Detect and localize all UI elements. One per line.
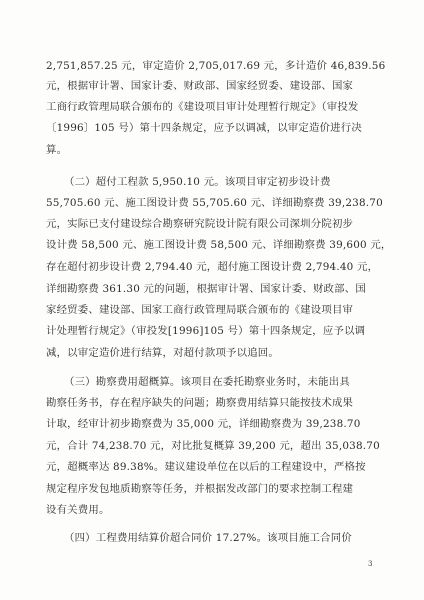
text-line: 存在超付初步设计费 2,794.40 元，超付施工图设计费 2,794.40 元，	[46, 261, 379, 273]
text-line: 55,705.60 元、施工图设计费 55,705.60 元、详细勘察费 39,238.70	[46, 197, 383, 209]
page-number: 3	[368, 560, 373, 568]
text-line: 元，根据审计署、国家计委、财政部、国家经贸委、建设部、国家	[46, 80, 354, 92]
text-line: 规定程序发包地质勘察等任务，并根据发改部门的要求控制工程建	[46, 483, 354, 495]
text-line: 计处理暂行规定》（审投发[1996]105 号）第十四条规定，应予以调	[46, 325, 366, 337]
text-line: 〔1996〕105 号）第十四条规定，应予以调减，以审定造价进行决	[46, 122, 362, 134]
text-line: 家经贸委、建设部、国家工商行政管理局联合颁布的《建设项目审	[46, 304, 354, 316]
text-line: （四）工程费用结算价超合同价 17.27%。该项目施工合同价	[64, 532, 352, 544]
text-line: 元，合计 74,238.70 元，对比批复概算 39,200 元，超出 35,038.70	[46, 440, 380, 452]
text-line: 计取，经审计初步勘察费为 35,000 元，详细勘察费为 39,238.70	[46, 418, 361, 430]
text-line: （三）勘察费用超概算。该项目在委托勘察业务时，未能出具	[64, 376, 350, 388]
text-line: 设计费 58,500 元、施工图设计费 58,500 元、详细勘察费 39,600 元，	[46, 239, 392, 251]
text-line: （二）超付工程款 5,950.10 元。该项目审定初步设计费	[64, 176, 331, 188]
text-line: 勘察任务书，存在程序缺失的问题；勘察费用结算只能按技术成果	[46, 397, 354, 409]
text-line: 元，超概率达 89.38%。建议建设单位在以后的工程建设中，严格按	[46, 461, 366, 473]
text-line: 设有关费用。	[46, 504, 110, 516]
text-line: 元，实际已支付建设综合勘察研究院设计院有限公司深圳分院初步	[46, 218, 354, 230]
text-line: 算。	[46, 144, 68, 156]
text-line: 2,751,857.25 元，审定造价 2,705,017.69 元，多计造价 46,839.56	[46, 60, 386, 72]
text-line: 工商行政管理局联合颁布的《建设项目审计处理暂行规定》（审投发	[46, 101, 359, 113]
text-line: 减，以审定造价进行结算，对超付款项予以追回。	[46, 347, 279, 359]
text-line: 详细勘察费 361.30 元的问题，根据审计署、国家计委、财政部、国	[46, 283, 366, 295]
